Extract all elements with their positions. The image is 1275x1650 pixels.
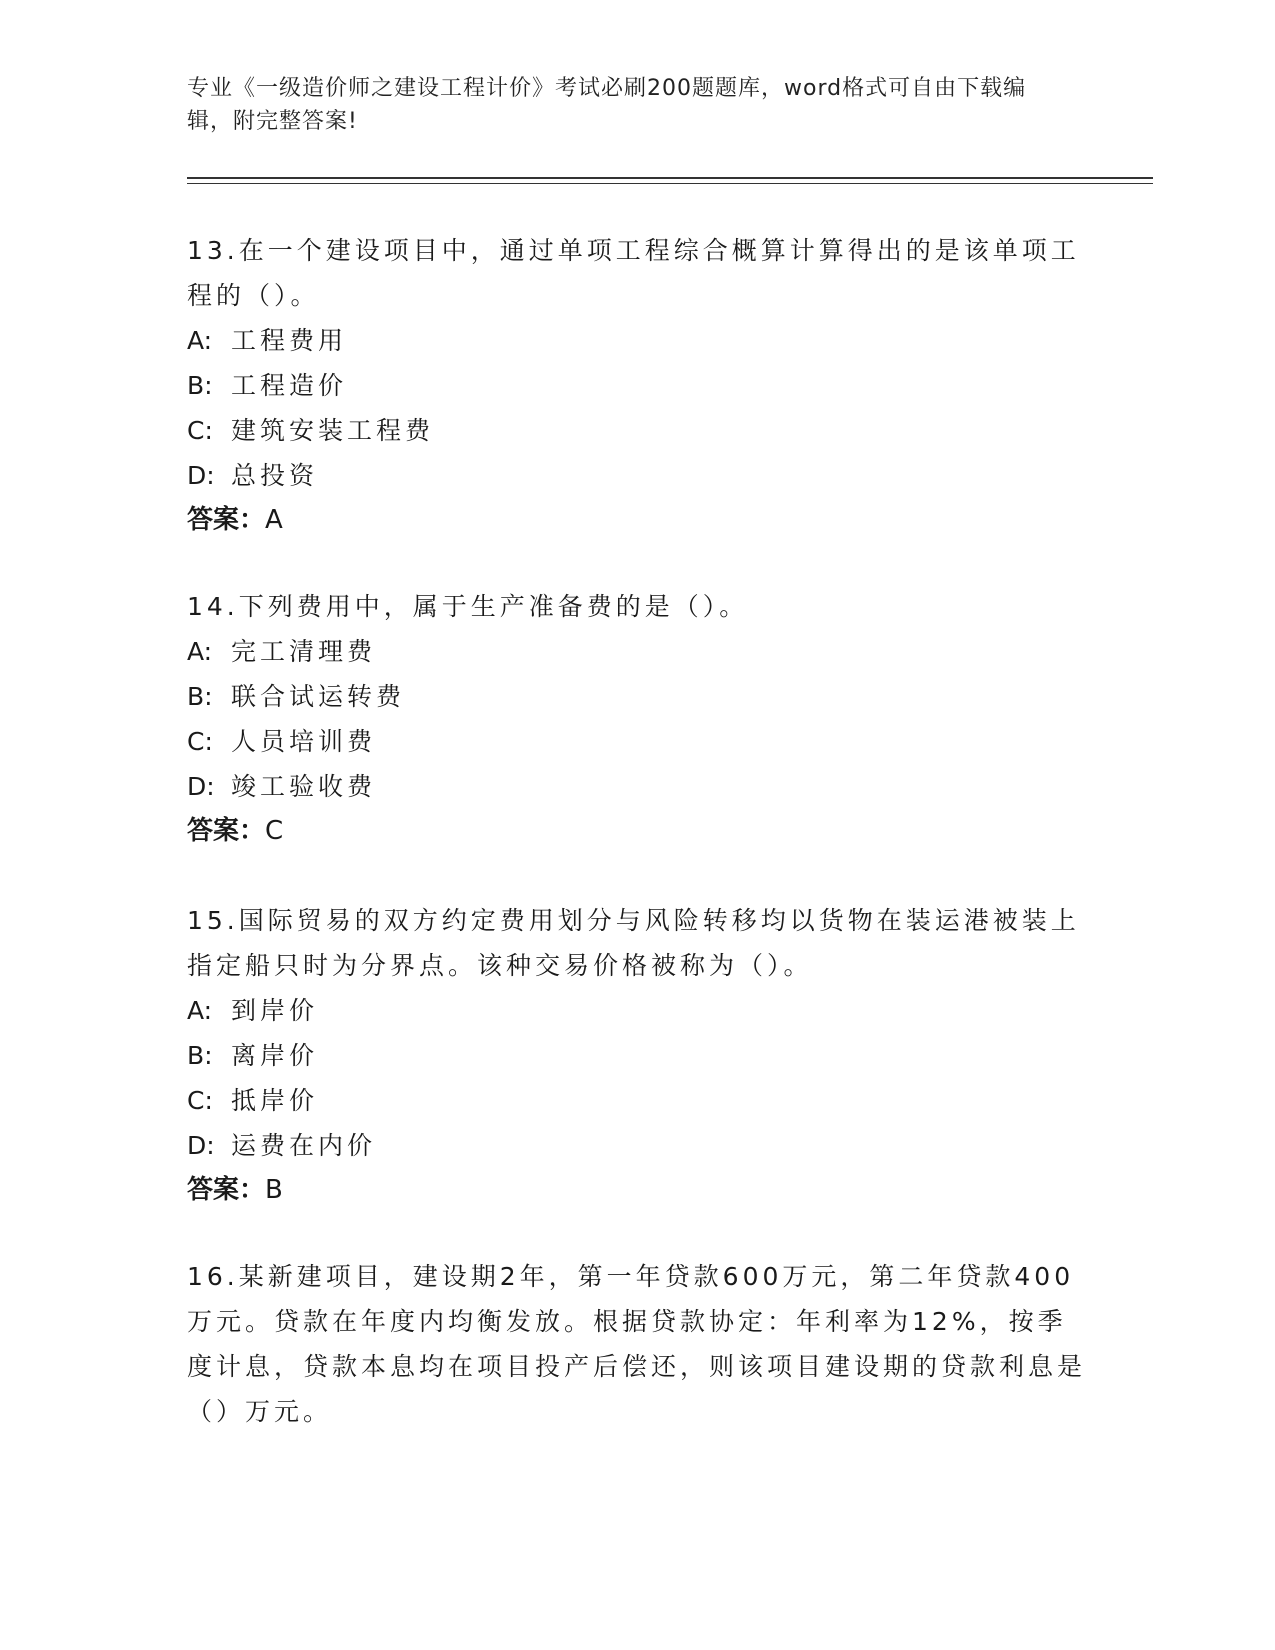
question-text: 15.国际贸易的双方约定费用划分与风险转移均以货物在装运港被装上指定船只时为分界点。该种交易价格被称为（）。 <box>187 906 1080 980</box>
option-letter: A: <box>187 326 213 355</box>
option-a <box>187 988 1087 1033</box>
option-c <box>187 719 1087 764</box>
option-a <box>187 318 1087 363</box>
option-c <box>187 408 1087 453</box>
option-text: 工程费用 <box>231 326 348 355</box>
answer-value: A <box>265 505 283 535</box>
option-text: 工程造价 <box>231 371 348 400</box>
option-text: 离岸价 <box>231 1041 319 1070</box>
answer-line <box>187 1168 1087 1213</box>
option-letter: C: <box>187 416 213 445</box>
option-d <box>187 453 1087 498</box>
option-d <box>187 764 1087 809</box>
question-text: 16.某新建项目，建设期2年，第一年贷款600万元，第二年贷款400万元。贷款在年度内均衡发放。根据贷款协定：年利率为12%，按季度计息，贷款本息均在项目投产后偿还，则该项目建设期的贷款利息是（）万元。 <box>187 1262 1087 1426</box>
answer-label: 答案： <box>187 1175 266 1205</box>
option-text: 总投资 <box>231 461 319 490</box>
option-text: 到岸价 <box>231 996 319 1025</box>
option-letter: D: <box>187 461 215 490</box>
option-letter: B: <box>187 682 213 711</box>
option-b <box>187 363 1087 408</box>
option-text: 联合试运转费 <box>231 682 406 711</box>
header-divider-thick <box>187 177 1153 179</box>
option-b <box>187 674 1087 719</box>
option-letter: D: <box>187 772 215 801</box>
question-15 <box>187 898 1087 1213</box>
answer-label: 答案： <box>187 505 266 535</box>
option-b <box>187 1033 1087 1078</box>
option-text: 建筑安装工程费 <box>231 416 435 445</box>
option-letter: C: <box>187 727 213 756</box>
option-text: 竣工验收费 <box>231 772 377 801</box>
option-text: 运费在内价 <box>231 1131 377 1160</box>
option-letter: A: <box>187 637 213 666</box>
option-text: 抵岸价 <box>231 1086 319 1115</box>
answer-label: 答案： <box>187 816 266 846</box>
option-a <box>187 629 1087 674</box>
option-letter: B: <box>187 371 213 400</box>
option-letter: A: <box>187 996 213 1025</box>
option-d <box>187 1123 1087 1168</box>
header-divider-thin <box>187 183 1153 184</box>
question-14 <box>187 584 1087 854</box>
question-text: 14.下列费用中，属于生产准备费的是（）。 <box>187 592 749 621</box>
answer-value: B <box>265 1175 283 1205</box>
answer-value: C <box>265 816 284 846</box>
option-c <box>187 1078 1087 1123</box>
option-letter: D: <box>187 1131 215 1160</box>
answer-line <box>187 498 1087 543</box>
answer-line <box>187 809 1087 854</box>
document-header: 专业《一级造价师之建设工程计价》考试必刷200题题库，word格式可自由下载编辑，附完整答案! <box>187 76 1027 134</box>
question-13 <box>187 228 1087 543</box>
option-text: 完工清理费 <box>231 637 377 666</box>
question-text: 13.在一个建设项目中，通过单项工程综合概算计算得出的是该单项工程的（）。 <box>187 236 1080 310</box>
option-letter: B: <box>187 1041 213 1070</box>
option-text: 人员培训费 <box>231 727 377 756</box>
question-16 <box>187 1254 1087 1434</box>
option-letter: C: <box>187 1086 213 1115</box>
